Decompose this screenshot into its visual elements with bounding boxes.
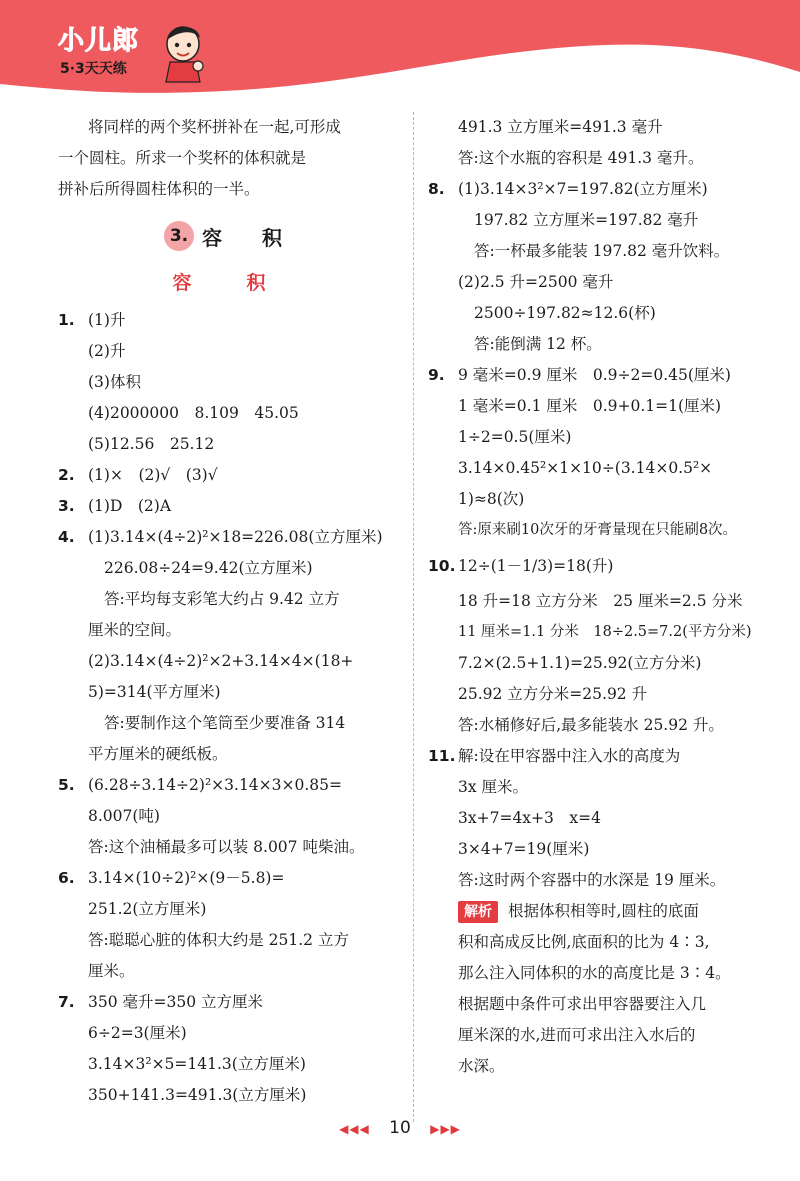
subsection-title: 容 积	[172, 272, 284, 294]
column-divider	[413, 112, 414, 1122]
answer-line: 3x+7=4x+3 x=4	[458, 809, 601, 827]
answer-line: 251.2(立方厘米)	[88, 900, 207, 918]
analysis-line: 解析 根据体积相等时,圆柱的底面	[428, 896, 768, 927]
answer-line: 197.82 立方厘米=197.82 毫升	[474, 211, 699, 229]
answer-line: 25.92 立方分米=25.92 升	[458, 685, 648, 703]
analysis-tag: 解析	[458, 901, 498, 923]
answer-line: 6÷2=3(厘米)	[88, 1024, 187, 1042]
answer-line: 答:能倒满 12 杯。	[474, 335, 602, 353]
answer-line: 7.2×(2.5+1.1)=25.92(立方分米)	[458, 654, 702, 672]
answer-line: 2. (1)× (2)√ (3)√	[58, 460, 398, 491]
answer-line: 答:要制作这个笔筒至少要准备 314	[104, 714, 346, 732]
answer-line: 5)=314(平方厘米)	[88, 683, 221, 701]
answer-line: 9. 9 毫米=0.9 厘米 0.9÷2=0.45(厘米)	[428, 360, 768, 391]
answer-line: 答:这个油桶最多可以装 8.007 吨柴油。	[88, 838, 365, 856]
answer-line: 226.08÷24=9.42(立方厘米)	[104, 559, 313, 577]
question-number: 4.	[58, 528, 75, 546]
answer-line: 厘米的空间。	[88, 621, 182, 639]
answer-line: 答:原来刷10次牙的牙膏量现在只能刷8次。	[458, 522, 738, 538]
prev-arrows-icon: ◀◀◀	[339, 1122, 370, 1136]
answer-line: 8. (1)3.14×3²×7=197.82(立方厘米)	[428, 174, 768, 205]
answer-line: 8.007(吨)	[88, 807, 160, 825]
answer-line: 491.3 立方厘米=491.3 毫升	[458, 118, 663, 136]
left-column	[58, 112, 398, 1111]
analysis-line: 根据题中条件可求出甲容器要注入几	[458, 995, 707, 1013]
intro-line: 一个圆柱。所求一个奖杯的体积就是	[58, 149, 307, 167]
brand-logo	[48, 14, 208, 90]
answer-line: 6. 3.14×(10÷2)²×(9－5.8)=	[58, 863, 398, 894]
answer-line: 3.14×0.45²×1×10÷(3.14×0.5²×	[458, 459, 713, 477]
answer-line: (2)升	[88, 342, 126, 360]
answer-line: 11 厘米=1.1 分米 18÷2.5=7.2(平方分米)	[458, 624, 752, 640]
next-arrows-icon: ▶▶▶	[430, 1122, 461, 1136]
answer-line: 答:聪聪心脏的体积大约是 251.2 立方	[88, 931, 349, 949]
question-number: 5.	[58, 776, 75, 794]
section-title: 容 积	[202, 225, 292, 250]
answer-line: 1 毫米=0.1 厘米 0.9+0.1=1(厘米)	[458, 397, 722, 415]
answer-line: 1)≈8(次)	[458, 490, 525, 508]
answer-line: (3)体积	[88, 373, 141, 391]
answer-line: 10. 12÷(1－1/3)=18(升)	[428, 546, 768, 586]
answer-line: 答:这个水瓶的容积是 491.3 毫升。	[458, 149, 704, 167]
answer-line: 5. (6.28÷3.14÷2)²×3.14×3×0.85=	[58, 770, 398, 801]
question-number: 10.	[428, 557, 456, 575]
answer-line: 18 升=18 立方分米 25 厘米=2.5 分米	[458, 592, 743, 610]
question-number: 2.	[58, 466, 75, 484]
section-number-badge: 3.	[164, 221, 194, 251]
question-number: 11.	[428, 747, 456, 765]
answer-line: 11. 解:设在甲容器中注入水的高度为	[428, 741, 768, 772]
series-name: 5·3天天练	[60, 61, 127, 77]
question-number: 7.	[58, 993, 75, 1011]
analysis-line: 积和高成反比例,底面积的比为 4∶3,	[458, 933, 710, 951]
answer-line: 3.14×3²×5=141.3(立方厘米)	[88, 1055, 306, 1073]
answer-line: 1÷2=0.5(厘米)	[458, 428, 572, 446]
mascot-boy-icon	[158, 18, 208, 84]
analysis-line: 那么注入同体积的水的高度比是 3∶4。	[458, 964, 731, 982]
intro-line: 将同样的两个奖杯拼补在一起,可形成	[88, 118, 341, 136]
section-heading	[58, 211, 398, 261]
question-number: 1.	[58, 311, 75, 329]
answer-line: 350+141.3=491.3(立方厘米)	[88, 1086, 307, 1104]
answer-line: 7. 350 毫升=350 立方厘米	[58, 987, 398, 1018]
analysis-line: 水深。	[458, 1057, 505, 1075]
question-number: 3.	[58, 497, 75, 515]
answer-line: 答:平均每支彩笔大约占 9.42 立方	[104, 590, 340, 608]
answer-line: 答:水桶修好后,最多能装水 25.92 升。	[458, 716, 724, 734]
question-number: 6.	[58, 869, 75, 887]
answer-line: 4. (1)3.14×(4÷2)²×18=226.08(立方厘米)	[58, 522, 398, 553]
answer-line: 3. (1)D (2)A	[58, 491, 398, 522]
analysis-line: 厘米深的水,进而可求出注入水后的	[458, 1026, 696, 1044]
answer-line: (2)2.5 升=2500 毫升	[458, 273, 614, 291]
answer-line: 答:这时两个容器中的水深是 19 厘米。	[458, 871, 726, 889]
answer-line: 3×4+7=19(厘米)	[458, 840, 590, 858]
page-number: 10	[389, 1118, 411, 1138]
answer-line: 2500÷197.82≈12.6(杯)	[474, 304, 656, 322]
question-number: 8.	[428, 180, 445, 198]
answer-line: (5)12.56 25.12	[88, 435, 215, 453]
question-number: 9.	[428, 366, 445, 384]
right-column	[428, 112, 768, 1082]
intro-line: 拼补后所得圆柱体积的一半。	[58, 180, 260, 198]
page-footer	[0, 1118, 800, 1138]
brand-title: 小儿郎	[58, 26, 140, 56]
answer-line: 厘米。	[88, 962, 135, 980]
answer-line: (4)2000000 8.109 45.05	[88, 404, 299, 422]
answer-line: (2)3.14×(4÷2)²×2+3.14×4×(18+	[88, 652, 354, 670]
answer-line: 3x 厘米。	[458, 778, 529, 796]
answer-line: 答:一杯最多能装 197.82 毫升饮料。	[474, 242, 730, 260]
answer-line: 1. (1)升	[58, 305, 398, 336]
answer-line: 平方厘米的硬纸板。	[88, 745, 228, 763]
